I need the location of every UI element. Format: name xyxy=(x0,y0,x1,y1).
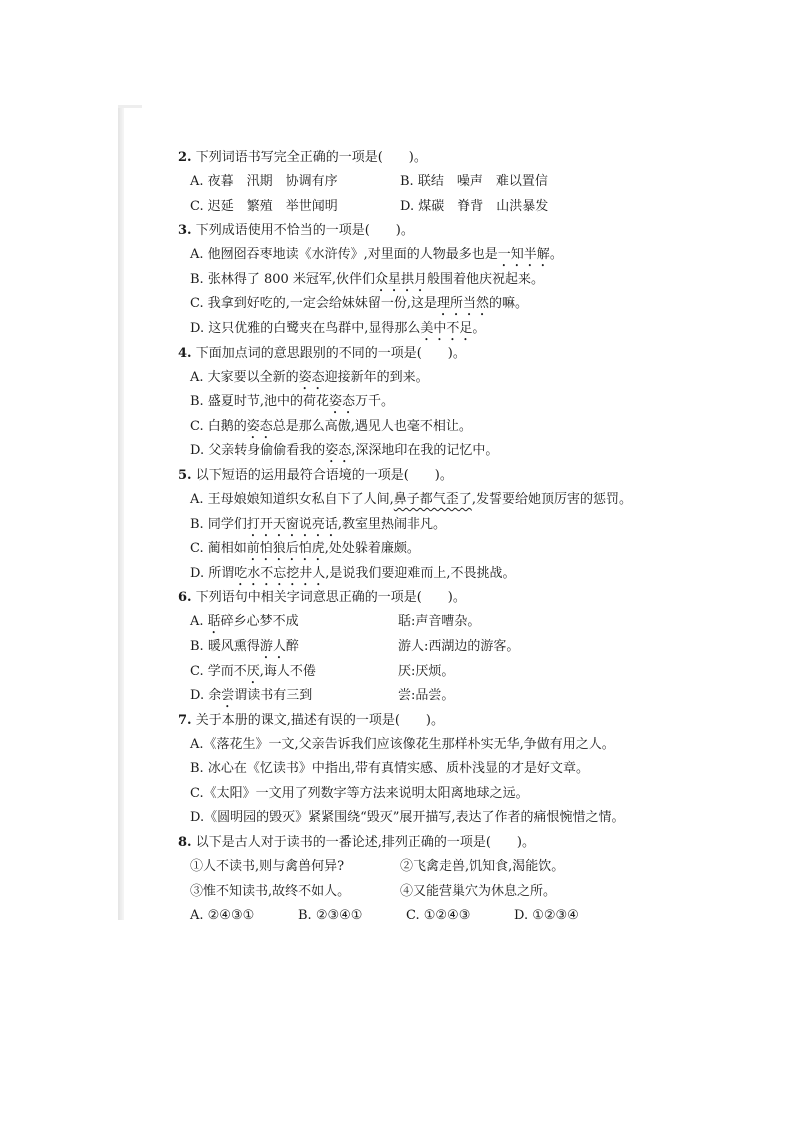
option-text: D. 这只优雅的白鹭夹在鸟群中,显得那么 xyxy=(190,320,421,336)
question-number: 4. xyxy=(178,345,192,361)
option-text: 醉 xyxy=(285,638,299,654)
choice-row xyxy=(178,904,648,929)
question-number: 5. xyxy=(178,467,192,483)
wavy-phrase: 鼻子都气歪了 xyxy=(393,491,472,507)
option-text: 碎乡心梦不成 xyxy=(220,614,299,630)
option-d[interactable] xyxy=(178,562,648,587)
option-b[interactable] xyxy=(178,268,648,293)
dotted-char: 游人 xyxy=(259,638,286,654)
option-text: ,诲人不倦 xyxy=(259,663,316,679)
question-stem: 以下是古人对于读书的一番论述,排列正确的一项是( )。 xyxy=(195,835,535,851)
question-number: 7. xyxy=(178,712,192,728)
question-title xyxy=(178,146,648,170)
definition: 游人:西湖边的游客。 xyxy=(398,638,520,654)
question-number: 6. xyxy=(178,590,192,606)
definition: 尝:品尝。 xyxy=(398,688,455,704)
dotted-phrase: 前怕狼后怕虎 xyxy=(246,541,325,557)
option-c[interactable]: C. 迟延 繁殖 举世闻明 xyxy=(190,198,338,214)
option-a[interactable] xyxy=(178,610,648,635)
sentence-row xyxy=(178,855,648,880)
option-a[interactable]: A. 夜暮 汛期 协调有序 xyxy=(190,174,338,189)
choice-b[interactable]: B. ②③④① xyxy=(298,908,363,924)
option-c[interactable] xyxy=(178,292,648,317)
option-b[interactable]: B. 联结 噪声 难以置信 xyxy=(400,174,548,189)
question-stem: 下面加点词的意思跟别的不同的一项是( )。 xyxy=(195,345,466,361)
poem-line xyxy=(190,610,398,635)
dotted-idiom: 一知半解 xyxy=(497,247,550,263)
dotted-char: 聒 xyxy=(207,614,221,630)
sentence-row xyxy=(178,880,648,905)
option-text: ,深深地印在我的记忆中。 xyxy=(351,443,499,459)
question-stem: 关于本册的课文,描述有误的一项是( )。 xyxy=(195,712,444,728)
option-text: A. 他囫囵吞枣地读《水浒传》,对里面的人物最多也是 xyxy=(190,247,498,263)
dotted-char: 厌 xyxy=(246,663,260,679)
option-row xyxy=(178,195,648,220)
definition: 聒:声音嘈杂。 xyxy=(398,614,481,630)
option-text: C. 学而不 xyxy=(190,663,247,679)
option-b[interactable] xyxy=(178,635,648,660)
question-number: 3. xyxy=(178,223,192,239)
dotted-phrase: 打开天窗说亮话 xyxy=(246,516,338,532)
option-c[interactable] xyxy=(178,537,648,562)
option-text: ,处处躲着廉颇。 xyxy=(324,541,420,557)
scan-shadow-top xyxy=(118,105,142,108)
question-title xyxy=(178,831,648,855)
question-title xyxy=(178,586,648,610)
option-c[interactable] xyxy=(178,415,648,440)
option-text: D. 所谓 xyxy=(190,565,235,581)
dotted-word: 姿态 xyxy=(298,369,325,385)
option-text: B. 盛夏时节,池中的荷花 xyxy=(190,394,329,410)
exam-sheet xyxy=(178,146,648,929)
question-title xyxy=(178,709,648,733)
option-d[interactable]: D. 煤碳 脊背 山洪暴发 xyxy=(400,198,549,214)
option-text: B. 同学们 xyxy=(190,516,247,532)
option-text: C. 蔺相如 xyxy=(190,541,247,557)
question-stem: 下列词语书写完全正确的一项是( )。 xyxy=(195,150,427,165)
option-b[interactable]: B. 冰心在《忆读书》中指出,带有真情实感、质朴浅显的才是好文章。 xyxy=(190,761,589,777)
option-b[interactable] xyxy=(178,390,648,415)
question-3 xyxy=(178,219,648,341)
option-a[interactable]: A.《落花生》一文,父亲告诉我们应该像花生那样朴实无华,争做有用之人。 xyxy=(190,736,615,752)
question-stem: 下列成语使用不恰当的一项是( )。 xyxy=(195,223,414,239)
dotted-word: 姿态 xyxy=(328,394,355,410)
option-row xyxy=(178,170,648,195)
question-title xyxy=(178,219,648,243)
question-4 xyxy=(178,342,648,464)
choice-a[interactable]: A. ②④③① xyxy=(190,908,255,924)
option-d[interactable] xyxy=(178,684,648,709)
question-title xyxy=(178,464,648,488)
poem-line xyxy=(190,635,398,660)
dotted-phrase: 吃水不忘挖井人 xyxy=(234,565,326,581)
option-text: A. 大家要以全新的 xyxy=(190,369,299,385)
option-d[interactable]: D.《圆明园的毁灭》紧紧围绕“毁灭”展开描写,表达了作者的痛恨惋惜之情。 xyxy=(190,810,625,826)
question-8 xyxy=(178,831,648,929)
choice-d[interactable]: D. ①②③④ xyxy=(514,908,579,924)
option-text: C. 我拿到好吃的,一定会给妹妹留一份,这是 xyxy=(190,296,438,312)
scan-shadow-edge xyxy=(118,105,124,920)
option-text: A. 王母娘娘知道织女私自下了人间, xyxy=(190,491,394,507)
option-d[interactable] xyxy=(178,317,648,342)
option-text: 迎接新年的到来。 xyxy=(324,369,429,385)
sentence-3: ③惟不知读书,故终不如人。 xyxy=(190,883,351,899)
poem-line xyxy=(190,684,398,709)
option-text: D. 余 xyxy=(190,688,222,704)
sentence-2: ②飞禽走兽,饥知食,渴能饮。 xyxy=(400,859,565,875)
sentence-4: ④又能营巢穴为休息之所。 xyxy=(400,883,557,899)
definition: 厌:厌烦。 xyxy=(398,663,455,679)
dotted-char: 尝 xyxy=(221,688,235,704)
option-a[interactable] xyxy=(178,243,648,268)
question-number: 8. xyxy=(178,835,192,851)
option-b[interactable] xyxy=(178,513,648,538)
dotted-idiom: 美中不足 xyxy=(420,320,473,336)
dotted-idiom: 众星拱月 xyxy=(375,271,428,287)
option-d[interactable] xyxy=(178,439,648,464)
option-text: 般围着他庆祝起来。 xyxy=(427,271,545,287)
poem-line xyxy=(190,660,398,685)
option-text: 谓读书有三到 xyxy=(234,688,313,704)
option-a[interactable] xyxy=(178,366,648,391)
dotted-idiom: 理所当然 xyxy=(437,296,490,312)
question-stem: 以下短语的运用最符合语境的一项是( )。 xyxy=(195,467,453,483)
option-text: B. 暖风熏得 xyxy=(190,638,260,654)
option-text: D. 父亲转身偷偷看我的 xyxy=(190,443,326,459)
option-text: 总是那么高傲,遇见人也毫不相让。 xyxy=(272,418,472,434)
option-text: C. 白鹅的 xyxy=(190,418,247,434)
option-c[interactable]: C.《太阳》一文用了列数字等方法来说明太阳离地球之远。 xyxy=(190,785,529,801)
option-text: 。 xyxy=(472,320,486,336)
option-text: ,教室里热闹非凡。 xyxy=(337,516,446,532)
option-a[interactable] xyxy=(178,488,648,513)
option-text: 万千。 xyxy=(354,394,394,410)
option-text: 的嘛。 xyxy=(489,296,529,312)
sentence-1: ①人不读书,则与禽兽何异? xyxy=(190,859,345,875)
question-6 xyxy=(178,586,648,708)
option-text: 。 xyxy=(549,247,563,263)
question-5 xyxy=(178,464,648,586)
dotted-word: 姿态 xyxy=(325,443,352,459)
option-text: ,是说我们要迎难而上,不畏挑战。 xyxy=(325,565,516,581)
question-number: 2. xyxy=(178,150,192,165)
question-stem: 下列语句中相关字词意思正确的一项是( )。 xyxy=(195,590,466,606)
option-text: B. 张林得了 800 米冠军,伙伴们 xyxy=(190,271,376,287)
question-title xyxy=(178,342,648,366)
option-text: A. xyxy=(190,614,208,630)
option-text: ,发誓要给她顶厉害的惩罚。 xyxy=(471,491,632,507)
question-2 xyxy=(178,146,648,219)
dotted-word: 姿态 xyxy=(246,418,273,434)
choice-c[interactable]: C. ①②④③ xyxy=(406,908,471,924)
option-c[interactable] xyxy=(178,660,648,685)
question-7 xyxy=(178,709,648,831)
